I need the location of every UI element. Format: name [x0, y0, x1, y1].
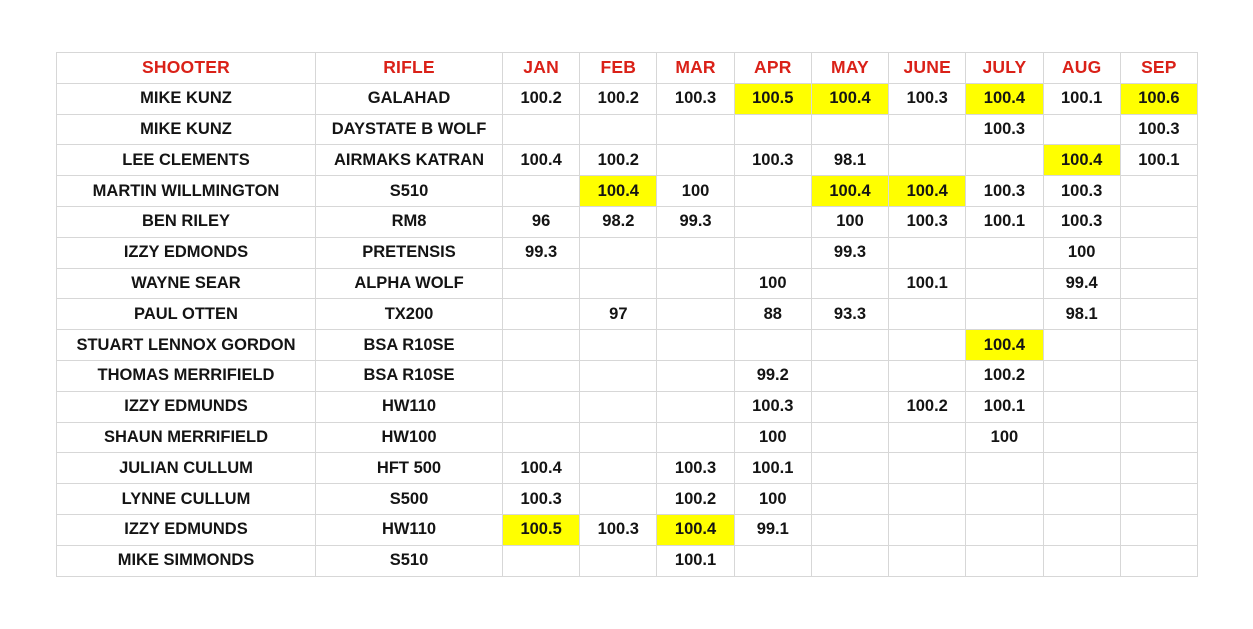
score-cell-mar[interactable] — [657, 269, 734, 300]
score-cell-jan[interactable] — [503, 299, 580, 330]
score-cell-sep[interactable] — [1121, 453, 1198, 484]
score-cell-july[interactable] — [966, 238, 1043, 269]
score-cell-mar[interactable]: 100.3 — [657, 84, 734, 115]
score-cell-july[interactable] — [966, 269, 1043, 300]
score-cell-june[interactable]: 100.4 — [889, 176, 966, 207]
rifle-cell[interactable]: HW110 — [316, 392, 503, 423]
score-cell-june[interactable] — [889, 299, 966, 330]
score-cell-july[interactable] — [966, 299, 1043, 330]
score-cell-mar[interactable] — [657, 330, 734, 361]
column-header-mar[interactable]: MAR — [657, 53, 734, 84]
score-cell-sep[interactable]: 100.1 — [1121, 145, 1198, 176]
score-cell-mar[interactable]: 100 — [657, 176, 734, 207]
score-cell-feb[interactable]: 98.2 — [580, 207, 657, 238]
rifle-cell[interactable]: ALPHA WOLF — [316, 269, 503, 300]
shooter-cell[interactable]: IZZY EDMUNDS — [57, 515, 316, 546]
score-cell-june[interactable] — [889, 361, 966, 392]
score-cell-sep[interactable] — [1121, 423, 1198, 454]
score-cell-apr[interactable] — [735, 207, 812, 238]
shooter-cell[interactable]: STUART LENNOX GORDON — [57, 330, 316, 361]
score-cell-aug[interactable]: 100.3 — [1044, 207, 1121, 238]
score-cell-feb[interactable]: 100.3 — [580, 515, 657, 546]
score-cell-sep[interactable] — [1121, 269, 1198, 300]
score-cell-apr[interactable]: 100 — [735, 423, 812, 454]
score-cell-feb[interactable] — [580, 330, 657, 361]
score-cell-feb[interactable] — [580, 361, 657, 392]
rifle-cell[interactable]: HW100 — [316, 423, 503, 454]
score-cell-feb[interactable]: 100.2 — [580, 145, 657, 176]
score-cell-may[interactable] — [812, 361, 889, 392]
score-cell-apr[interactable]: 99.2 — [735, 361, 812, 392]
score-cell-apr[interactable]: 99.1 — [735, 515, 812, 546]
score-cell-june[interactable] — [889, 145, 966, 176]
score-cell-july[interactable]: 100.1 — [966, 392, 1043, 423]
score-cell-may[interactable] — [812, 269, 889, 300]
score-cell-july[interactable]: 100 — [966, 423, 1043, 454]
score-cell-feb[interactable] — [580, 484, 657, 515]
score-cell-june[interactable] — [889, 115, 966, 146]
score-cell-jan[interactable]: 100.4 — [503, 453, 580, 484]
score-cell-mar[interactable]: 100.3 — [657, 453, 734, 484]
score-cell-may[interactable] — [812, 115, 889, 146]
score-cell-jan[interactable]: 96 — [503, 207, 580, 238]
score-cell-may[interactable] — [812, 515, 889, 546]
score-cell-june[interactable] — [889, 423, 966, 454]
score-cell-mar[interactable] — [657, 145, 734, 176]
score-cell-aug[interactable] — [1044, 392, 1121, 423]
score-cell-jan[interactable]: 100.5 — [503, 515, 580, 546]
score-cell-feb[interactable] — [580, 269, 657, 300]
score-cell-jan[interactable] — [503, 115, 580, 146]
score-cell-may[interactable]: 100.4 — [812, 84, 889, 115]
score-cell-feb[interactable] — [580, 546, 657, 577]
score-cell-feb[interactable] — [580, 392, 657, 423]
score-cell-may[interactable] — [812, 423, 889, 454]
score-cell-aug[interactable]: 100 — [1044, 238, 1121, 269]
score-cell-june[interactable] — [889, 453, 966, 484]
score-cell-jan[interactable] — [503, 546, 580, 577]
column-header-rifle[interactable]: RIFLE — [316, 53, 503, 84]
column-header-apr[interactable]: APR — [735, 53, 812, 84]
column-header-aug[interactable]: AUG — [1044, 53, 1121, 84]
score-cell-sep[interactable] — [1121, 330, 1198, 361]
score-cell-june[interactable]: 100.1 — [889, 269, 966, 300]
score-cell-jan[interactable] — [503, 423, 580, 454]
score-cell-may[interactable] — [812, 453, 889, 484]
column-header-june[interactable]: JUNE — [889, 53, 966, 84]
rifle-cell[interactable]: HW110 — [316, 515, 503, 546]
score-cell-mar[interactable] — [657, 361, 734, 392]
shooter-cell[interactable]: SHAUN MERRIFIELD — [57, 423, 316, 454]
rifle-cell[interactable]: HFT 500 — [316, 453, 503, 484]
score-cell-sep[interactable]: 100.3 — [1121, 115, 1198, 146]
score-cell-apr[interactable]: 88 — [735, 299, 812, 330]
rifle-cell[interactable]: TX200 — [316, 299, 503, 330]
score-cell-sep[interactable] — [1121, 515, 1198, 546]
score-cell-jan[interactable]: 100.3 — [503, 484, 580, 515]
column-header-july[interactable]: JULY — [966, 53, 1043, 84]
shooter-cell[interactable]: LEE CLEMENTS — [57, 145, 316, 176]
score-cell-june[interactable] — [889, 330, 966, 361]
score-cell-apr[interactable] — [735, 176, 812, 207]
score-cell-feb[interactable]: 97 — [580, 299, 657, 330]
score-cell-june[interactable]: 100.3 — [889, 207, 966, 238]
rifle-cell[interactable]: BSA R10SE — [316, 330, 503, 361]
rifle-cell[interactable]: DAYSTATE B WOLF — [316, 115, 503, 146]
score-cell-aug[interactable] — [1044, 546, 1121, 577]
score-cell-mar[interactable]: 100.2 — [657, 484, 734, 515]
score-cell-apr[interactable]: 100.1 — [735, 453, 812, 484]
score-cell-feb[interactable] — [580, 453, 657, 484]
shooter-cell[interactable]: BEN RILEY — [57, 207, 316, 238]
rifle-cell[interactable]: RM8 — [316, 207, 503, 238]
shooter-cell[interactable]: LYNNE CULLUM — [57, 484, 316, 515]
score-cell-jan[interactable]: 100.2 — [503, 84, 580, 115]
score-cell-june[interactable]: 100.3 — [889, 84, 966, 115]
score-cell-apr[interactable] — [735, 546, 812, 577]
score-table — [56, 52, 1198, 577]
score-cell-july[interactable]: 100.4 — [966, 330, 1043, 361]
score-cell-apr[interactable]: 100.3 — [735, 145, 812, 176]
score-cell-june[interactable] — [889, 484, 966, 515]
score-cell-jan[interactable]: 99.3 — [503, 238, 580, 269]
score-cell-aug[interactable] — [1044, 484, 1121, 515]
score-cell-aug[interactable] — [1044, 515, 1121, 546]
score-cell-mar[interactable]: 99.3 — [657, 207, 734, 238]
score-cell-may[interactable] — [812, 546, 889, 577]
score-cell-july[interactable] — [966, 484, 1043, 515]
shooter-cell[interactable]: THOMAS MERRIFIELD — [57, 361, 316, 392]
score-cell-sep[interactable] — [1121, 299, 1198, 330]
score-cell-jan[interactable] — [503, 269, 580, 300]
score-cell-mar[interactable]: 100.1 — [657, 546, 734, 577]
score-cell-jan[interactable] — [503, 392, 580, 423]
score-cell-sep[interactable] — [1121, 176, 1198, 207]
score-cell-july[interactable]: 100.2 — [966, 361, 1043, 392]
rifle-cell[interactable]: S510 — [316, 176, 503, 207]
score-cell-mar[interactable] — [657, 423, 734, 454]
score-cell-mar[interactable] — [657, 115, 734, 146]
score-cell-july[interactable]: 100.4 — [966, 84, 1043, 115]
score-cell-aug[interactable] — [1044, 423, 1121, 454]
score-cell-may[interactable] — [812, 484, 889, 515]
score-cell-july[interactable] — [966, 515, 1043, 546]
score-cell-sep[interactable] — [1121, 392, 1198, 423]
score-cell-sep[interactable] — [1121, 238, 1198, 269]
score-cell-aug[interactable]: 98.1 — [1044, 299, 1121, 330]
score-cell-may[interactable]: 98.1 — [812, 145, 889, 176]
score-cell-may[interactable]: 93.3 — [812, 299, 889, 330]
score-cell-apr[interactable] — [735, 238, 812, 269]
score-cell-aug[interactable]: 100.3 — [1044, 176, 1121, 207]
column-header-feb[interactable]: FEB — [580, 53, 657, 84]
rifle-cell[interactable]: PRETENSIS — [316, 238, 503, 269]
shooter-cell[interactable]: MIKE KUNZ — [57, 84, 316, 115]
shooter-cell[interactable]: IZZY EDMUNDS — [57, 392, 316, 423]
rifle-cell[interactable]: BSA R10SE — [316, 361, 503, 392]
score-cell-aug[interactable] — [1044, 453, 1121, 484]
shooter-cell[interactable]: PAUL OTTEN — [57, 299, 316, 330]
score-cell-feb[interactable] — [580, 115, 657, 146]
score-cell-apr[interactable]: 100.3 — [735, 392, 812, 423]
score-cell-aug[interactable] — [1044, 361, 1121, 392]
score-cell-may[interactable] — [812, 330, 889, 361]
score-cell-may[interactable]: 99.3 — [812, 238, 889, 269]
score-cell-may[interactable] — [812, 392, 889, 423]
score-cell-mar[interactable]: 100.4 — [657, 515, 734, 546]
score-cell-june[interactable]: 100.2 — [889, 392, 966, 423]
score-cell-jan[interactable]: 100.4 — [503, 145, 580, 176]
score-cell-feb[interactable]: 100.4 — [580, 176, 657, 207]
rifle-cell[interactable]: S510 — [316, 546, 503, 577]
score-cell-june[interactable] — [889, 515, 966, 546]
score-cell-july[interactable]: 100.3 — [966, 115, 1043, 146]
score-cell-sep[interactable] — [1121, 361, 1198, 392]
score-cell-apr[interactable]: 100 — [735, 484, 812, 515]
score-cell-may[interactable]: 100 — [812, 207, 889, 238]
score-cell-mar[interactable] — [657, 392, 734, 423]
score-cell-sep[interactable]: 100.6 — [1121, 84, 1198, 115]
shooter-cell[interactable]: JULIAN CULLUM — [57, 453, 316, 484]
score-cell-mar[interactable] — [657, 238, 734, 269]
score-cell-july[interactable] — [966, 546, 1043, 577]
score-cell-jan[interactable] — [503, 330, 580, 361]
score-cell-jan[interactable] — [503, 176, 580, 207]
rifle-cell[interactable]: GALAHAD — [316, 84, 503, 115]
shooter-cell[interactable]: MIKE SIMMONDS — [57, 546, 316, 577]
shooter-cell[interactable]: MIKE KUNZ — [57, 115, 316, 146]
score-cell-mar[interactable] — [657, 299, 734, 330]
score-cell-july[interactable]: 100.1 — [966, 207, 1043, 238]
score-cell-apr[interactable] — [735, 115, 812, 146]
score-cell-june[interactable] — [889, 238, 966, 269]
score-cell-sep[interactable] — [1121, 207, 1198, 238]
rifle-cell[interactable]: AIRMAKS KATRAN — [316, 145, 503, 176]
column-header-sep[interactable]: SEP — [1121, 53, 1198, 84]
score-cell-july[interactable] — [966, 453, 1043, 484]
score-cell-july[interactable]: 100.3 — [966, 176, 1043, 207]
score-cell-sep[interactable] — [1121, 484, 1198, 515]
score-cell-aug[interactable] — [1044, 115, 1121, 146]
score-cell-aug[interactable] — [1044, 330, 1121, 361]
shooter-cell[interactable]: WAYNE SEAR — [57, 269, 316, 300]
score-cell-apr[interactable]: 100 — [735, 269, 812, 300]
score-cell-aug[interactable]: 99.4 — [1044, 269, 1121, 300]
score-cell-june[interactable] — [889, 546, 966, 577]
score-cell-july[interactable] — [966, 145, 1043, 176]
score-cell-jan[interactable] — [503, 361, 580, 392]
shooter-cell[interactable]: IZZY EDMONDS — [57, 238, 316, 269]
shooter-cell[interactable]: MARTIN WILLMINGTON — [57, 176, 316, 207]
score-cell-feb[interactable] — [580, 238, 657, 269]
score-cell-sep[interactable] — [1121, 546, 1198, 577]
score-cell-may[interactable]: 100.4 — [812, 176, 889, 207]
score-cell-aug[interactable]: 100.1 — [1044, 84, 1121, 115]
score-cell-feb[interactable]: 100.2 — [580, 84, 657, 115]
score-cell-apr[interactable] — [735, 330, 812, 361]
column-header-shooter[interactable]: SHOOTER — [57, 53, 316, 84]
column-header-may[interactable]: MAY — [812, 53, 889, 84]
score-cell-apr[interactable]: 100.5 — [735, 84, 812, 115]
score-cell-aug[interactable]: 100.4 — [1044, 145, 1121, 176]
score-cell-feb[interactable] — [580, 423, 657, 454]
rifle-cell[interactable]: S500 — [316, 484, 503, 515]
column-header-jan[interactable]: JAN — [503, 53, 580, 84]
